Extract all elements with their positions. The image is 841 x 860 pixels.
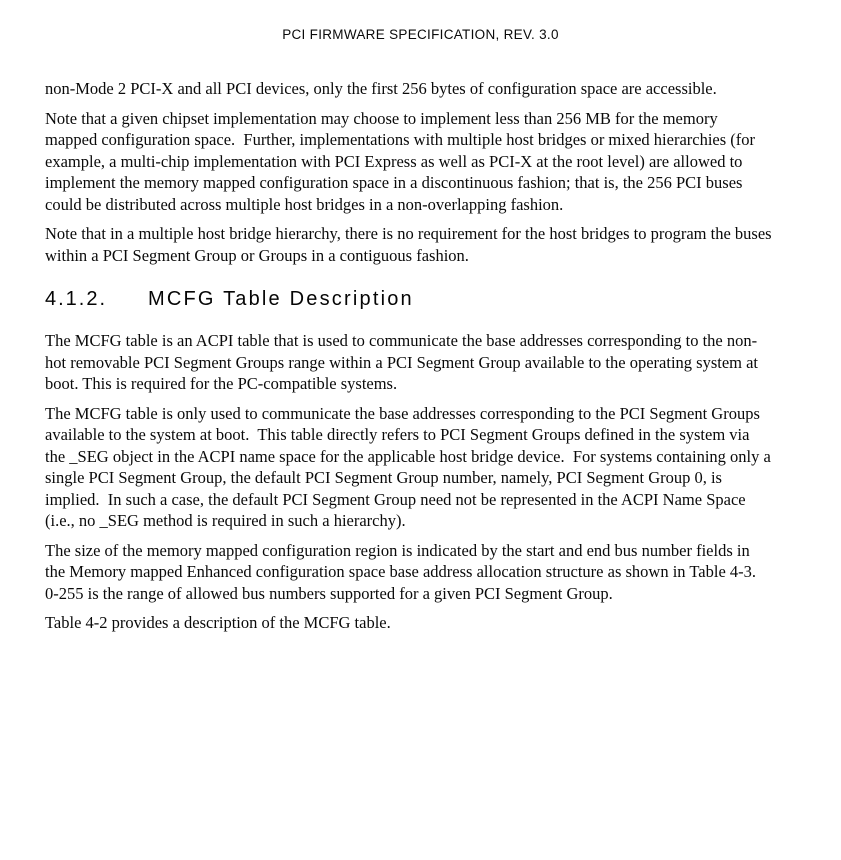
paragraph-4: The MCFG table is an ACPI table that is used to communicate the base addresses corresponding to the non-hot removable PCI Segment Groups range within a PCI Segment Group available to the operating system at boot. This is required for the PC-compatible systems.: [45, 331, 763, 393]
section-heading: [45, 286, 772, 312]
paragraph-7: Table 4-2 provides a description of the MCFG table.: [45, 613, 391, 632]
paragraph-5: The MCFG table is only used to communicate the base addresses corresponding to the PCI Segment Groups available to the system at boot. This table directly refers to PCI Segment Groups defined in the system via the _SEG object in the ACPI name space for the applicable host bridge device. For systems containing only a single PCI Segment Group, the default PCI Segment Group number, namely, PCI Segment Group 0, is implied. In such a case, the default PCI Segment Group need not be represented in the ACPI Name Space (i.e., no _SEG method is required in such a hierarchy).: [45, 403, 775, 530]
page-running-header: PCI FIRMWARE SPECIFICATION, REV. 3.0: [282, 27, 559, 42]
paragraph-2: Note that a given chipset implementation may choose to implement less than 256 MB for the memory mapped configuration space. Further, implementations with multiple host bridges or mixed hierarchies (for example, a multi-chip implementation with PCI Express as well as PCI-X at the root level) are allowed to implement the memory mapped configuration space in a discontinuous fashion; that is, the 256 PCI buses could be distributed across multiple host bridges in a non-overlapping fashion.: [45, 108, 760, 214]
page-content: [45, 78, 776, 642]
section-title: MCFG Table Description: [148, 288, 414, 310]
paragraph-1: non-Mode 2 PCI-X and all PCI devices, only the first 256 bytes of configuration space are accessible.: [45, 79, 717, 98]
section-number: 4.1.2.: [45, 288, 108, 310]
paragraph-3: Note that in a multiple host bridge hierarchy, there is no requirement for the host bridges to program the buses within a PCI Segment Group or Groups in a contiguous fashion.: [45, 224, 776, 265]
paragraph-6: The size of the memory mapped configuration region is indicated by the start and end bus number fields in the Memory mapped Enhanced configuration space base address allocation structure as shown in Table 4-3. 0-255 is the range of allowed bus numbers supported for a given PCI Segment Group.: [45, 540, 765, 603]
